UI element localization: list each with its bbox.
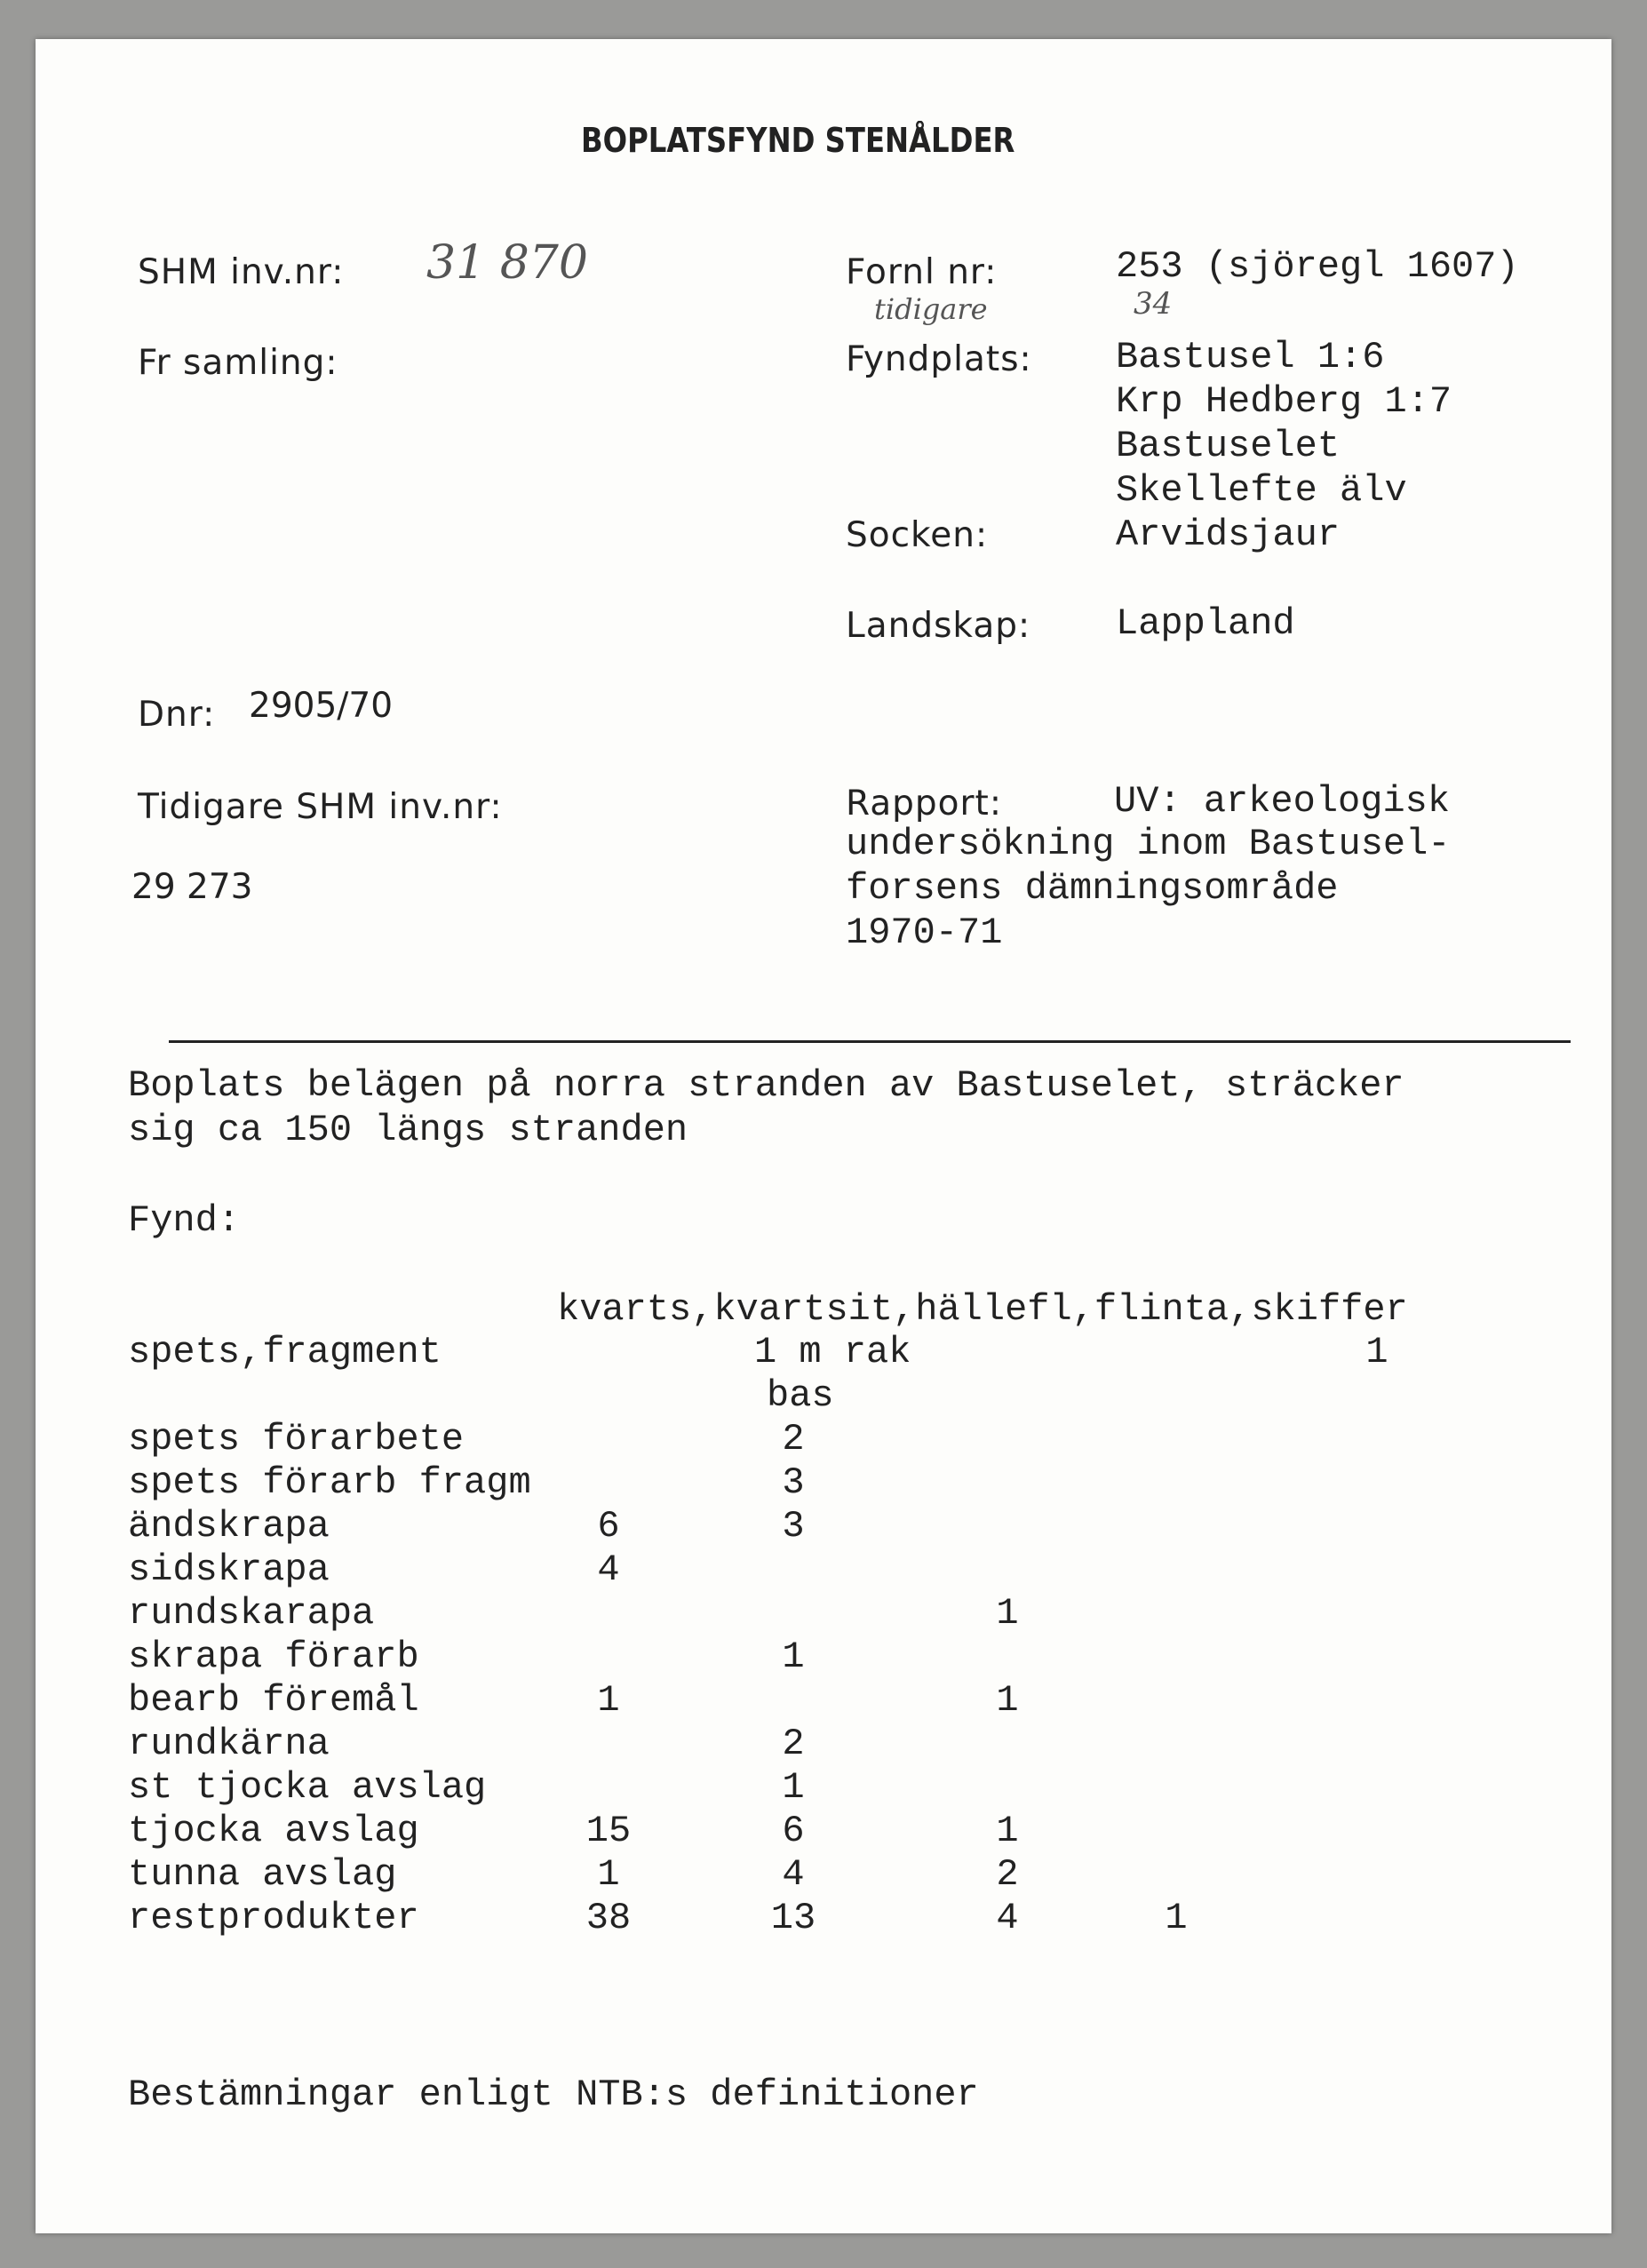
tidigare-shm-value: 29 273 [131,867,253,907]
table-row-label: tunna avslag [128,1853,397,1896]
table-cell-hallefl: 2 [996,1853,1019,1896]
fr-samling-label: Fr samling: [138,343,338,383]
socken-value: Arvidsjaur [1116,513,1341,556]
divider-rule [169,1040,1571,1043]
table-cell-kvartsit: 1 [782,1635,805,1678]
table-cell-kvarts: 1 [597,1853,620,1896]
table-row-label: ändskrapa [128,1505,330,1548]
fyndplats-line: Bastuselet [1116,425,1341,467]
table-cell-kvarts: 38 [585,1897,632,1939]
table-cell-kvartsit: 2 [782,1418,805,1460]
dnr-value: 2905/70 [249,686,394,726]
table-cell-kvarts: 6 [597,1505,620,1548]
table-cell-kvartsit: 4 [782,1853,805,1896]
landskap-label: Landskap: [846,606,1031,646]
footer-note: Bestämningar enligt NTB:s definitioner [128,2073,979,2116]
shm-inv-label: SHM inv.nr: [138,252,345,292]
table-row-label: bearb föremål [128,1679,419,1722]
table-cell-kvarts: 1 [597,1679,620,1722]
table-cell-hallefl: 4 [996,1897,1019,1939]
catalog-card [36,39,1611,2233]
fornl-value: 253 (sjöregl 1607) [1116,245,1519,288]
card-title: BOPLATSFYND STENÅLDER [581,121,1015,160]
dnr-label: Dnr: [138,695,216,735]
fyndplats-line: Skellefte älv [1116,469,1407,512]
socken-label: Socken: [846,515,989,555]
landskap-value: Lappland [1116,602,1295,645]
table-row-label: spets förarb fragm [128,1461,531,1504]
description-line: sig ca 150 längs stranden [128,1109,688,1151]
rapport-line: forsens dämningsområde [846,867,1339,910]
table-row-label: st tjocka avslag [128,1766,487,1809]
fynd-label: Fynd: [128,1199,241,1242]
table-row-label: spets förarbete [128,1418,465,1460]
table-cell-kvartsit: 2 [782,1723,805,1765]
fornl-handwritten-value: 34 [1134,286,1173,322]
table-header: kvarts,kvartsit,hällefl,flinta,skiffer [557,1288,1408,1331]
table-cell-kvartsit: 13 [770,1897,816,1939]
table-row-label: sidskrapa [128,1548,330,1591]
table-row-label: restprodukter [128,1897,419,1939]
table-cell-kvartsit: 6 [782,1810,805,1852]
table-row-label: spets,fragment [128,1331,442,1373]
table-cell-skiffer: 1 [1365,1331,1388,1373]
table-cell-kvarts: 4 [597,1548,620,1591]
table-row-label: tjocka avslag [128,1810,419,1852]
tidigare-shm-label: Tidigare SHM inv.nr: [138,787,503,827]
table-cell-hallefl: 1 [996,1679,1019,1722]
rapport-line: undersökning inom Bastusel- [846,823,1451,865]
table-cell-hallefl: 1 [996,1810,1019,1852]
fornl-handwritten-label: tidigare [874,292,988,326]
table-cell-kvartsit: 3 [782,1461,805,1504]
table-row-label: rundkärna [128,1723,330,1765]
rapport-line: 1970-71 [846,911,1003,954]
table-row-label: rundskarapa [128,1592,375,1635]
fyndplats-label: Fyndplats: [846,339,1032,379]
table-cell-kvartsit: 3 [782,1505,805,1548]
table-cell-kvartsit: bas [767,1374,834,1417]
shm-inv-value: 31 870 [426,236,588,290]
table-cell-kvartsit: 1 [782,1766,805,1809]
rapport-value: UV: arkeologisk [1114,780,1451,823]
table-cell-kvarts: 15 [585,1810,632,1852]
table-cell-hallefl: 1 [996,1592,1019,1635]
fyndplats-line: Bastusel 1:6 [1116,336,1385,378]
table-cell-kvartsit: 1 m rak [754,1331,911,1373]
fyndplats-line: Krp Hedberg 1:7 [1116,380,1452,423]
description-line: Boplats belägen på norra stranden av Bastuselet, sträcker [128,1064,1404,1107]
rapport-label: Rapport: [846,784,1002,824]
fornl-label: Fornl nr: [846,252,998,292]
table-row-label: skrapa förarb [128,1635,419,1678]
table-cell-flinta: 1 [1165,1897,1188,1939]
